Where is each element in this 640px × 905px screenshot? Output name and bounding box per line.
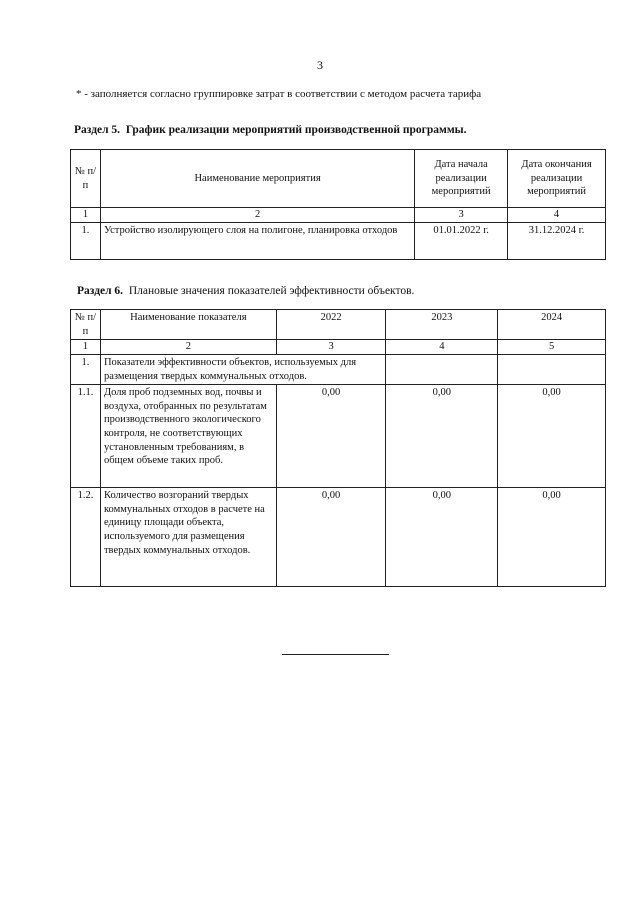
page-number: 3 (317, 58, 323, 72)
header-cell-indicator: Наименование показателя (100, 310, 276, 340)
column-number: 3 (415, 208, 508, 223)
row-number: 1. (71, 222, 101, 259)
end-rule (282, 654, 389, 655)
column-number: 2 (100, 340, 276, 355)
header-cell-number: № п/п (71, 150, 101, 208)
row-name: Количество возгораний твердых коммунальных отходов в расчете на единицу площади объекта, используемого для размещения твердых коммунальных отходов. (100, 488, 276, 587)
row-value-2023: 0,00 (386, 385, 498, 488)
row-name: Доля проб подземных вод, почвы и воздуха, отобранных по результатам производственного экологического контроля, не соответствующих установленным требованиям, в общем объеме таких проб. (100, 385, 276, 488)
row-number: 1.2. (71, 488, 101, 587)
header-cell-2022: 2022 (276, 310, 386, 340)
row-number: 1.1. (71, 385, 101, 488)
group-number: 1. (71, 354, 101, 384)
row-value-2022: 0,00 (276, 488, 386, 587)
row-start-date: 01.01.2022 г. (415, 222, 508, 259)
row-end-date: 31.12.2024 г. (508, 222, 606, 259)
section5-table (70, 149, 606, 260)
row-value-2022: 0,00 (276, 385, 386, 488)
section6-table (70, 309, 606, 587)
column-number: 4 (386, 340, 498, 355)
column-number: 1 (71, 208, 101, 223)
group-name: Показатели эффективности объектов, используемых для размещения твердых коммунальных отходов. (100, 354, 386, 384)
empty-cell (498, 354, 606, 384)
footnote: * - заполняется согласно группировке затрат в соответствии с методом расчета тарифа (76, 88, 482, 100)
column-number: 4 (508, 208, 606, 223)
group-row (71, 354, 606, 384)
header-cell-number: № п/п (71, 310, 101, 340)
header-cell-2024: 2024 (498, 310, 606, 340)
column-number: 1 (71, 340, 101, 355)
section6-label: Раздел 6. (77, 285, 124, 297)
section5-heading (74, 124, 467, 136)
column-number: 2 (100, 208, 414, 223)
column-number: 3 (276, 340, 386, 355)
table-row (71, 385, 606, 488)
column-number-row (71, 208, 606, 223)
row-value-2024: 0,00 (498, 488, 606, 587)
section6-title: Плановые значения показателей эффективности объектов. (128, 285, 415, 297)
table-row (71, 222, 606, 259)
column-number: 5 (498, 340, 606, 355)
column-number-row (71, 340, 606, 355)
row-value-2023: 0,00 (386, 488, 498, 587)
empty-cell (386, 354, 498, 384)
row-name: Устройство изолирующего слоя на полигоне, планировка отходов (100, 222, 414, 259)
header-cell-end: Дата окончания реализации мероприятий (508, 150, 606, 208)
section5-title: График реализации мероприятий производственной программы. (125, 124, 467, 136)
section5-label: Раздел 5. (74, 124, 121, 136)
section6-heading (77, 285, 414, 297)
table-row (71, 488, 606, 587)
row-value-2024: 0,00 (498, 385, 606, 488)
table-header-row (71, 310, 606, 340)
header-cell-2023: 2023 (386, 310, 498, 340)
header-cell-name: Наименование мероприятия (100, 150, 414, 208)
table-header-row (71, 150, 606, 208)
header-cell-start: Дата начала реализации мероприятий (415, 150, 508, 208)
